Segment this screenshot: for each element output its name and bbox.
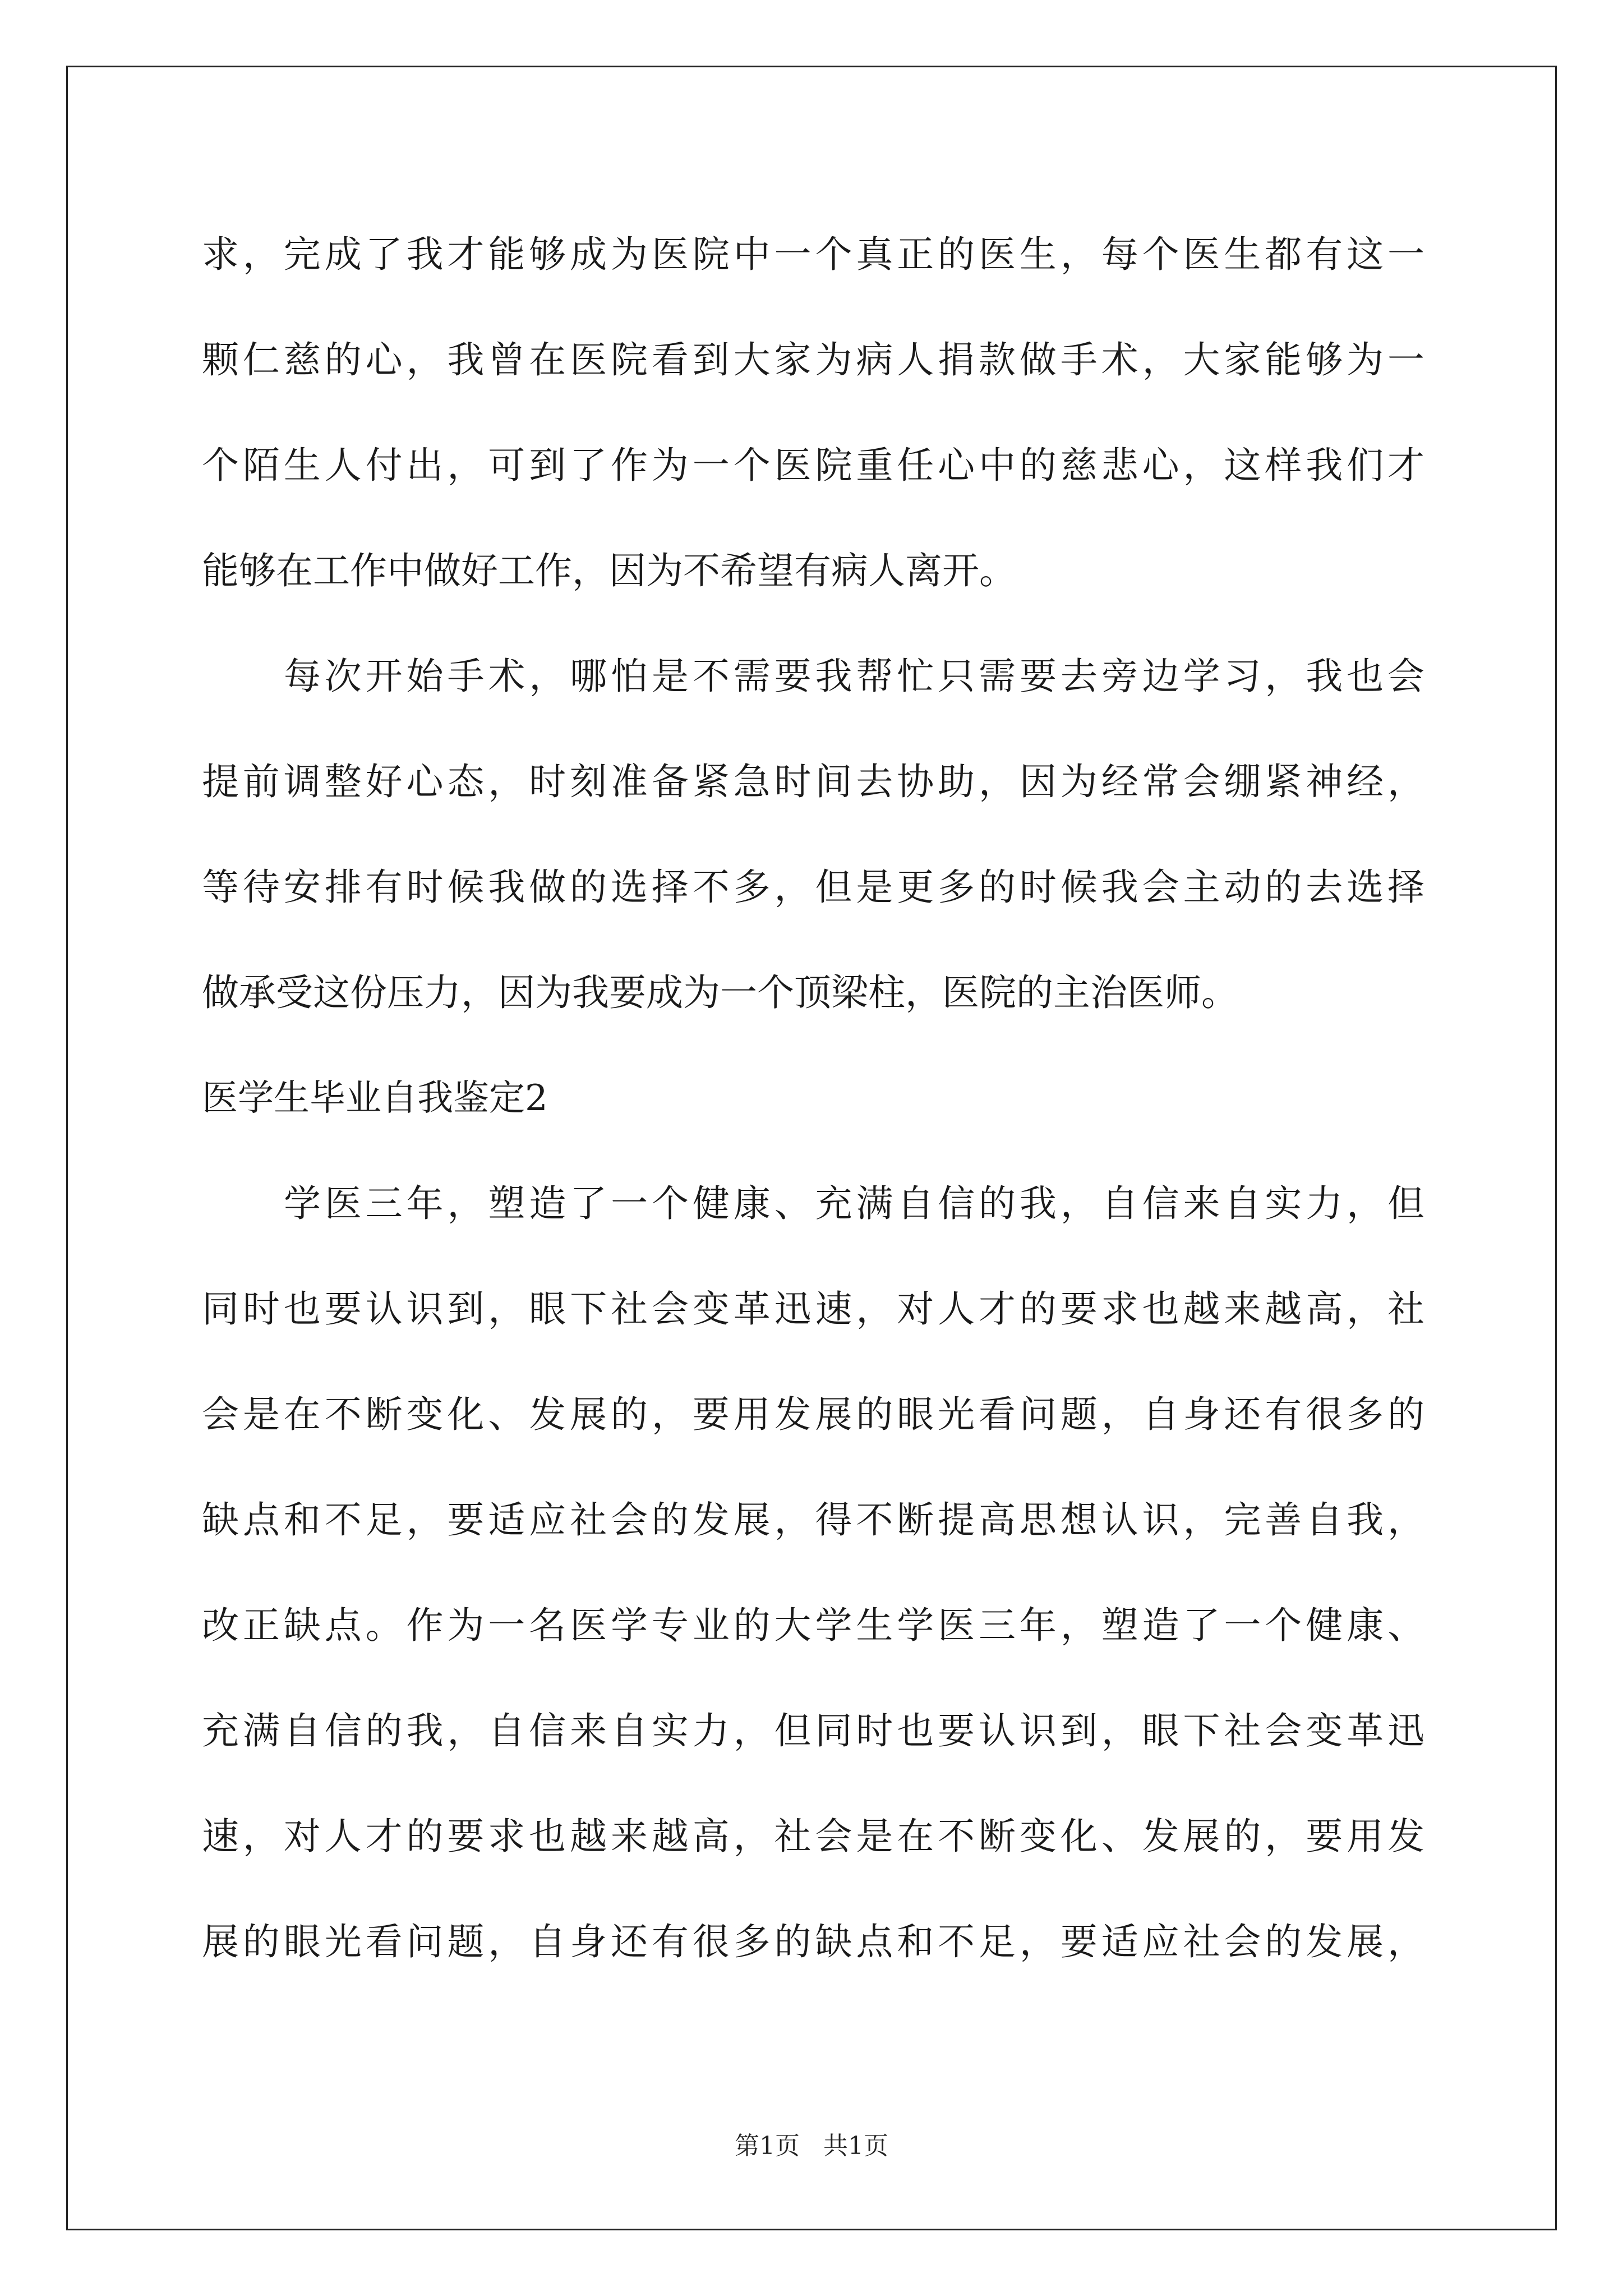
page-footer: 第1页 共1页: [735, 2132, 888, 2160]
paragraph-line: 等待安排有时候我做的选择不多，但是更多的时候我会主动的去选择: [202, 866, 1424, 909]
paragraph-line: 提前调整好心态，时刻准备紧急时间去协助，因为经常会绷紧神经，: [202, 760, 1424, 803]
paragraph-line: 会是在不断变化、发展的，要用发展的眼光看问题，自身还有很多的: [202, 1393, 1424, 1436]
paragraph-line: 做承受这份压力，因为我要成为一个顶梁柱，医院的主治医师。: [202, 971, 1238, 1014]
paragraph-line: 同时也要认识到，眼下社会变革迅速，对人才的要求也越来越高，社: [202, 1287, 1424, 1331]
paragraph-line: 颗仁慈的心，我曾在医院看到大家为病人捐款做手术，大家能够为一: [202, 338, 1424, 381]
paragraph-line: 学医三年，塑造了一个健康、充满自信的我，自信来自实力，但: [284, 1182, 1424, 1225]
paragraph-line: 速，对人才的要求也越来越高，社会是在不断变化、发展的，要用发: [202, 1815, 1424, 1858]
paragraph-line: 改正缺点。作为一名医学专业的大学生学医三年，塑造了一个健康、: [202, 1604, 1424, 1647]
document-body: [202, 202, 1424, 1995]
paragraph-line: 求，完成了我才能够成为医院中一个真正的医生，每个医生都有这一: [202, 233, 1424, 276]
paragraph-line: 缺点和不足，要适应社会的发展，得不断提高思想认识，完善自我，: [202, 1498, 1424, 1542]
section-heading: 医学生毕业自我鉴定2: [202, 1078, 548, 1119]
paragraph-line: 每次开始手术，哪怕是不需要我帮忙只需要去旁边学习，我也会: [284, 655, 1424, 698]
paragraph-line: 展的眼光看问题，自身还有很多的缺点和不足，要适应社会的发展，: [202, 1920, 1424, 1963]
paragraph-line: 个陌生人付出，可到了作为一个医院重任心中的慈悲心，这样我们才: [202, 444, 1424, 487]
paragraph-line: 充满自信的我，自信来自实力，但同时也要认识到，眼下社会变革迅: [202, 1709, 1424, 1752]
paragraph-line: 能够在工作中做好工作，因为不希望有病人离开。: [202, 549, 1016, 592]
